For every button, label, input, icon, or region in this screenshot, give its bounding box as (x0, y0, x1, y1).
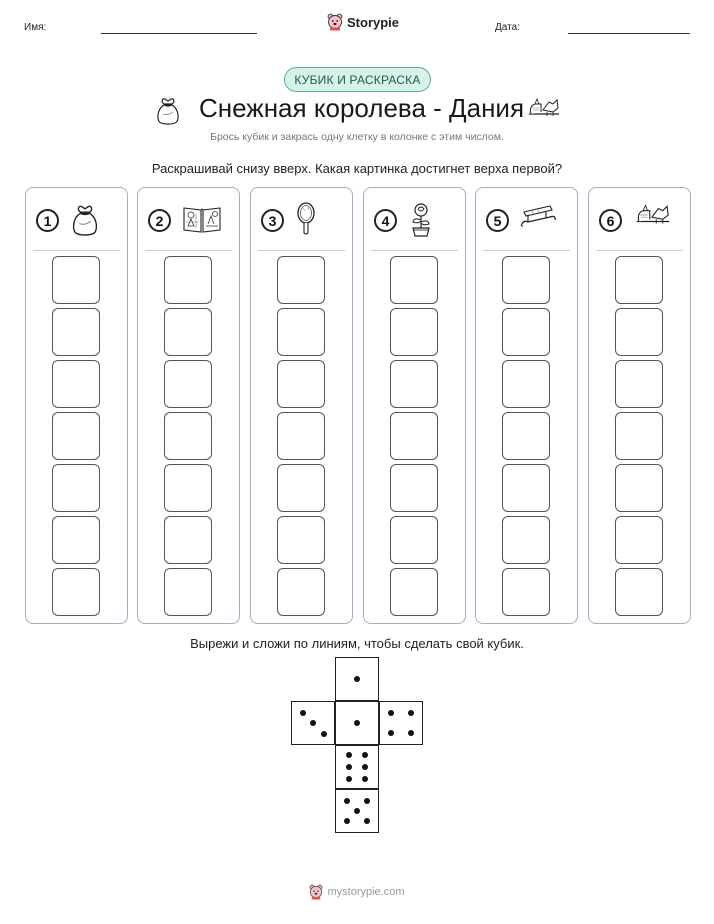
mirror-icon (295, 202, 317, 241)
footer (0, 884, 714, 900)
dice-pip (346, 764, 352, 770)
name-label: Имя: (24, 22, 47, 33)
sleigh-icon (633, 202, 673, 233)
color-cell[interactable] (615, 516, 663, 564)
dice-pip (388, 730, 394, 736)
dice-pip (364, 798, 370, 804)
color-cell[interactable] (164, 308, 212, 356)
color-cell[interactable] (390, 308, 438, 356)
dice-pip (310, 720, 316, 726)
column-header (476, 202, 577, 242)
dice-pip (354, 676, 360, 682)
color-cell[interactable] (277, 568, 325, 616)
dice-pip (354, 720, 360, 726)
color-cell[interactable] (615, 412, 663, 460)
color-cell[interactable] (615, 360, 663, 408)
dice-pip (408, 710, 414, 716)
color-cell[interactable] (390, 256, 438, 304)
color-cell[interactable] (164, 360, 212, 408)
activity-badge: КУБИК И РАСКРАСКА (284, 67, 431, 92)
column-number: 3 (261, 209, 284, 232)
column-header (589, 202, 690, 242)
color-cell[interactable] (164, 516, 212, 564)
storypie-bear-icon (327, 13, 343, 31)
color-cell[interactable] (615, 464, 663, 512)
column-header (251, 202, 352, 242)
column-header (364, 202, 465, 242)
dice-pip (408, 730, 414, 736)
color-cell[interactable] (277, 412, 325, 460)
dice-pip (364, 818, 370, 824)
color-cell[interactable] (52, 256, 100, 304)
color-cell[interactable] (277, 464, 325, 512)
column-divider (371, 250, 458, 251)
dice-pip (344, 798, 350, 804)
column-number: 4 (374, 209, 397, 232)
color-cell[interactable] (615, 308, 663, 356)
subtitle: Брось кубик и закрась одну клетку в колонке с этим числом. (210, 131, 504, 143)
sack-icon (70, 202, 100, 241)
column-divider (483, 250, 570, 251)
column-2 (137, 187, 240, 624)
color-cell[interactable] (502, 464, 550, 512)
color-cell[interactable] (164, 464, 212, 512)
color-cell[interactable] (52, 568, 100, 616)
title-row (0, 93, 714, 127)
column-header (26, 202, 127, 242)
dice-face-3 (291, 701, 335, 745)
dice-pip (354, 808, 360, 814)
dice-pip (346, 776, 352, 782)
name-line (101, 33, 257, 34)
instruction-text: Раскрашивай снизу вверх. Какая картинка достигнет верха первой? (151, 161, 563, 176)
column-number: 1 (36, 209, 59, 232)
sack-icon (155, 95, 181, 125)
color-cell[interactable] (502, 516, 550, 564)
dice-pip (362, 776, 368, 782)
dice-pip (362, 764, 368, 770)
footer-url: mystorypie.com (327, 886, 405, 898)
column-4 (363, 187, 466, 624)
color-cell[interactable] (277, 308, 325, 356)
column-divider (258, 250, 345, 251)
column-number: 5 (486, 209, 509, 232)
color-cell[interactable] (277, 256, 325, 304)
brand-logo (327, 13, 399, 31)
column-header (138, 202, 239, 242)
color-cell[interactable] (277, 360, 325, 408)
date-line (568, 33, 690, 34)
color-cell[interactable] (390, 516, 438, 564)
column-3 (250, 187, 353, 624)
brand-name: Storypie (347, 14, 400, 30)
color-cell[interactable] (615, 256, 663, 304)
color-cell[interactable] (52, 308, 100, 356)
dice-face-5 (335, 789, 379, 833)
color-cell[interactable] (52, 516, 100, 564)
sled-icon (520, 202, 558, 235)
color-cell[interactable] (615, 568, 663, 616)
dice-face-6 (335, 745, 379, 789)
date-label: Дата: (495, 22, 520, 33)
sleigh-icon (527, 96, 561, 120)
color-cell[interactable] (502, 568, 550, 616)
column-number: 2 (148, 209, 171, 232)
dice-pip (362, 752, 368, 758)
dice-pip (346, 752, 352, 758)
column-divider (145, 250, 232, 251)
color-cell[interactable] (502, 308, 550, 356)
color-cell[interactable] (502, 412, 550, 460)
column-divider (33, 250, 120, 251)
dice-pip (388, 710, 394, 716)
dice-pip (321, 731, 327, 737)
page-title: Снежная королева - Дания (199, 93, 525, 123)
color-cell[interactable] (390, 568, 438, 616)
color-cell[interactable] (164, 568, 212, 616)
column-number: 6 (599, 209, 622, 232)
rose-icon (408, 202, 434, 243)
color-cell[interactable] (390, 464, 438, 512)
color-cell[interactable] (502, 256, 550, 304)
storypie-bear-icon (309, 884, 323, 900)
column-1 (25, 187, 128, 624)
color-cell[interactable] (390, 412, 438, 460)
book-icon (182, 202, 222, 239)
dice-face-1 (335, 701, 379, 745)
color-cell[interactable] (52, 464, 100, 512)
dice-pip (344, 818, 350, 824)
color-cell[interactable] (164, 412, 212, 460)
column-divider (596, 250, 683, 251)
color-cell[interactable] (502, 360, 550, 408)
dice-face-1 (335, 657, 379, 701)
dice-face-4 (379, 701, 423, 745)
color-cell[interactable] (52, 360, 100, 408)
color-cell[interactable] (277, 516, 325, 564)
dice-pip (300, 710, 306, 716)
color-cell[interactable] (52, 412, 100, 460)
color-cell[interactable] (164, 256, 212, 304)
color-cell[interactable] (390, 360, 438, 408)
column-6 (588, 187, 691, 624)
column-5 (475, 187, 578, 624)
dice-instruction: Вырежи и сложи по линиям, чтобы сделать свой кубик. (190, 636, 524, 651)
